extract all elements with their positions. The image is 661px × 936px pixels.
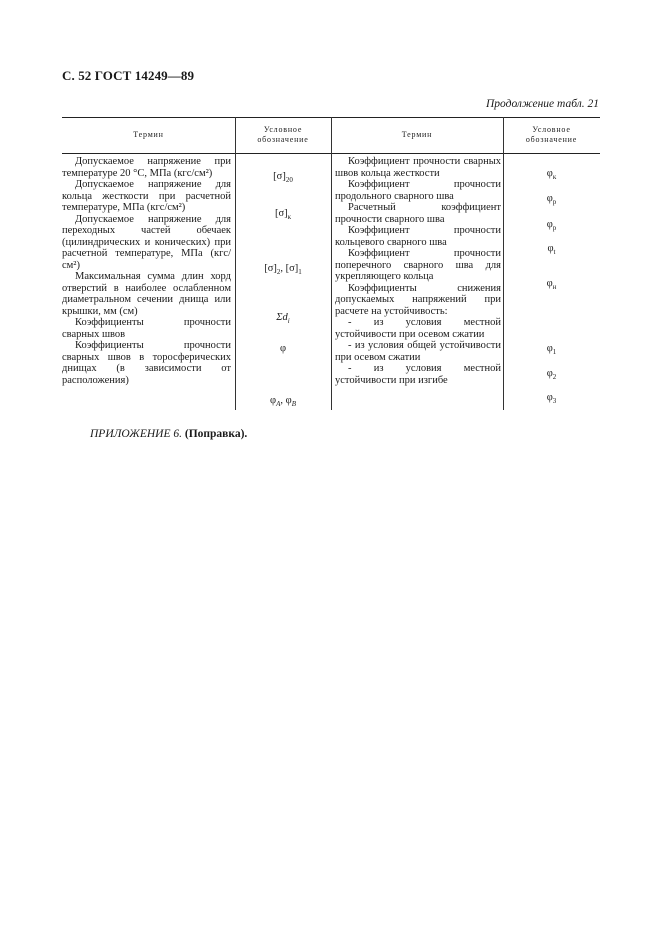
term-right-7: - из условия местной устойчивости при осевом сжатии: [335, 317, 501, 340]
header-symbol-right: Условное обозначение: [525, 125, 578, 144]
appendix-label: ПРИЛОЖЕНИЕ 6.: [90, 428, 182, 440]
term-right-1: Коэффициент прочности сварных швов кольца жесткости: [335, 156, 501, 179]
header-term-right: Термин: [401, 130, 433, 139]
term-right-9: - из условия местной устойчивости при изгибе: [335, 363, 501, 386]
term-right-2: Коэффициент прочности продольного сварного шва: [335, 179, 501, 202]
right-terms: [335, 156, 501, 386]
symbol-left-2: $[\sigma]_к$: [274, 208, 292, 222]
symbol-left-1: $[\sigma]_{20}$: [273, 171, 293, 185]
symbol-left-5: φ: [279, 343, 287, 354]
symbol-right-3: $\varphi_р$: [546, 219, 557, 233]
terms-table: [62, 117, 600, 410]
symbol-right-7: $\varphi_1$: [546, 343, 557, 357]
term-right-4: Коэффициент прочности кольцевого сварного шва: [335, 225, 501, 248]
term-left-3: Допускаемое напряжение для переходных частей обечаек (цилиндрических и конических) при расчетной температуре, МПа (кгс/см²): [62, 213, 231, 271]
term-left-4: Максимальная сумма длин хорд отверстий в наиболее ослабленном диаметральном сечении днища или крышки, мм (см): [62, 271, 231, 317]
header-term-left: Термин: [133, 130, 164, 139]
term-left-6: Коэффициенты прочности сварных швов в торосферических днищах (в зависимости от расположения): [62, 340, 231, 386]
symbol-right-9: $\varphi_3$: [546, 392, 557, 406]
term-left-2: Допускаемое напряжение для кольца жесткости при расчетной температуре, МПа (кгс/см²): [62, 179, 231, 213]
symbol-right-8: $\varphi_2$: [546, 368, 557, 382]
symbol-left-6: $\varphi_A$, $\varphi_B$: [270, 395, 296, 409]
term-right-5: Коэффициент прочности поперечного сварного шва для укрепляющего кольца: [335, 248, 501, 282]
term-right-6: Коэффициенты снижения допускаемых напряжений при расчете на устойчивость:: [335, 282, 501, 317]
column-divider: [331, 117, 332, 410]
symbol-right-1: $\varphi_к$: [546, 168, 557, 182]
symbol-right-2: $\varphi_p$: [546, 193, 557, 207]
appendix-note: [90, 428, 247, 440]
page-header: С. 52 ГОСТ 14249—89: [62, 68, 195, 83]
header-symbol-left: Условное обозначение: [257, 125, 309, 144]
term-right-8: - из условия общей устойчивости при осевом сжатии: [335, 340, 501, 363]
term-right-3: Расчетный коэффициент прочности сварного шва: [335, 202, 501, 225]
appendix-correction: (Поправка).: [184, 428, 248, 440]
term-left-5: Коэффициенты прочности сварных швов: [62, 317, 231, 340]
term-left-1: Допускаемое напряжение при температуре 20 °С, МПа (кгс/см²): [62, 156, 231, 179]
left-terms: [62, 156, 231, 386]
column-divider: [503, 117, 504, 410]
table-continuation-label: Продолжение табл. 21: [486, 98, 599, 110]
symbol-left-4: $\Sigma d_i$: [276, 312, 290, 326]
symbol-right-5: $\varphi_н$: [546, 278, 557, 292]
symbol-left-3: $[\sigma]_2$, $[\sigma]_1$: [264, 263, 302, 277]
symbol-right-4: $\varphi_t$: [547, 243, 556, 257]
